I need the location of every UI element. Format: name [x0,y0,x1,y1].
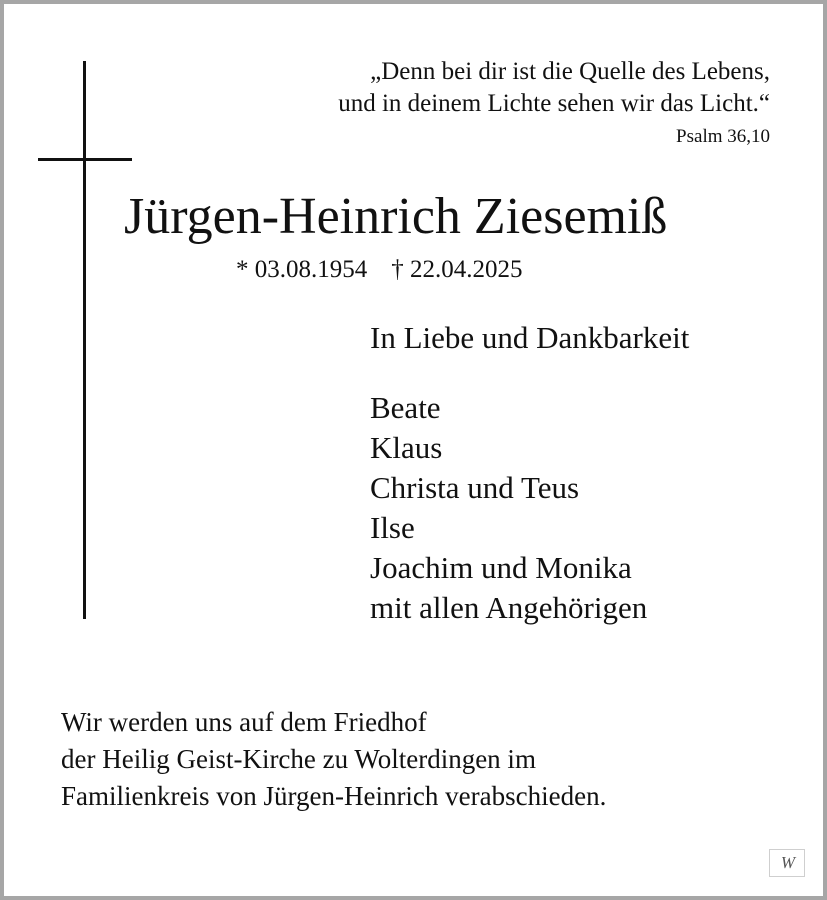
mourner-name: mit allen Angehörigen [370,590,648,625]
dedication-line: In Liebe und Dankbarkeit [370,320,690,355]
mourner-name: Beate [370,390,441,425]
notice-line: der Heilig Geist-Kirche zu Wolterdingen im [61,744,536,774]
life-dates [236,255,523,285]
quote-line-1: „Denn bei dir ist die Quelle des Lebens, [370,58,770,85]
quote-reference: Psalm 36,10 [676,126,770,147]
mourners-list [370,388,647,628]
cross-vertical-bar [83,61,86,619]
notice-line: Familienkreis von Jürgen-Heinrich verabschieden. [61,781,607,811]
deceased-name: Jürgen-Heinrich Ziesemiß [124,188,668,245]
notice-line: Wir werden uns auf dem Friedhof [61,707,427,737]
cross-horizontal-bar [38,158,132,161]
bible-quote [338,56,770,120]
quote-line-2: und in deinem Lichte sehen wir das Licht.“ [338,90,770,117]
publisher-logo-icon: W [769,849,805,877]
death-date: † 22.04.2025 [391,256,523,283]
birth-date: * 03.08.1954 [236,256,368,283]
mourner-name: Ilse [370,510,415,545]
mourner-name: Joachim und Monika [370,550,632,585]
mourner-name: Christa und Teus [370,470,580,505]
funeral-notice [61,704,606,815]
mourner-name: Klaus [370,430,443,465]
